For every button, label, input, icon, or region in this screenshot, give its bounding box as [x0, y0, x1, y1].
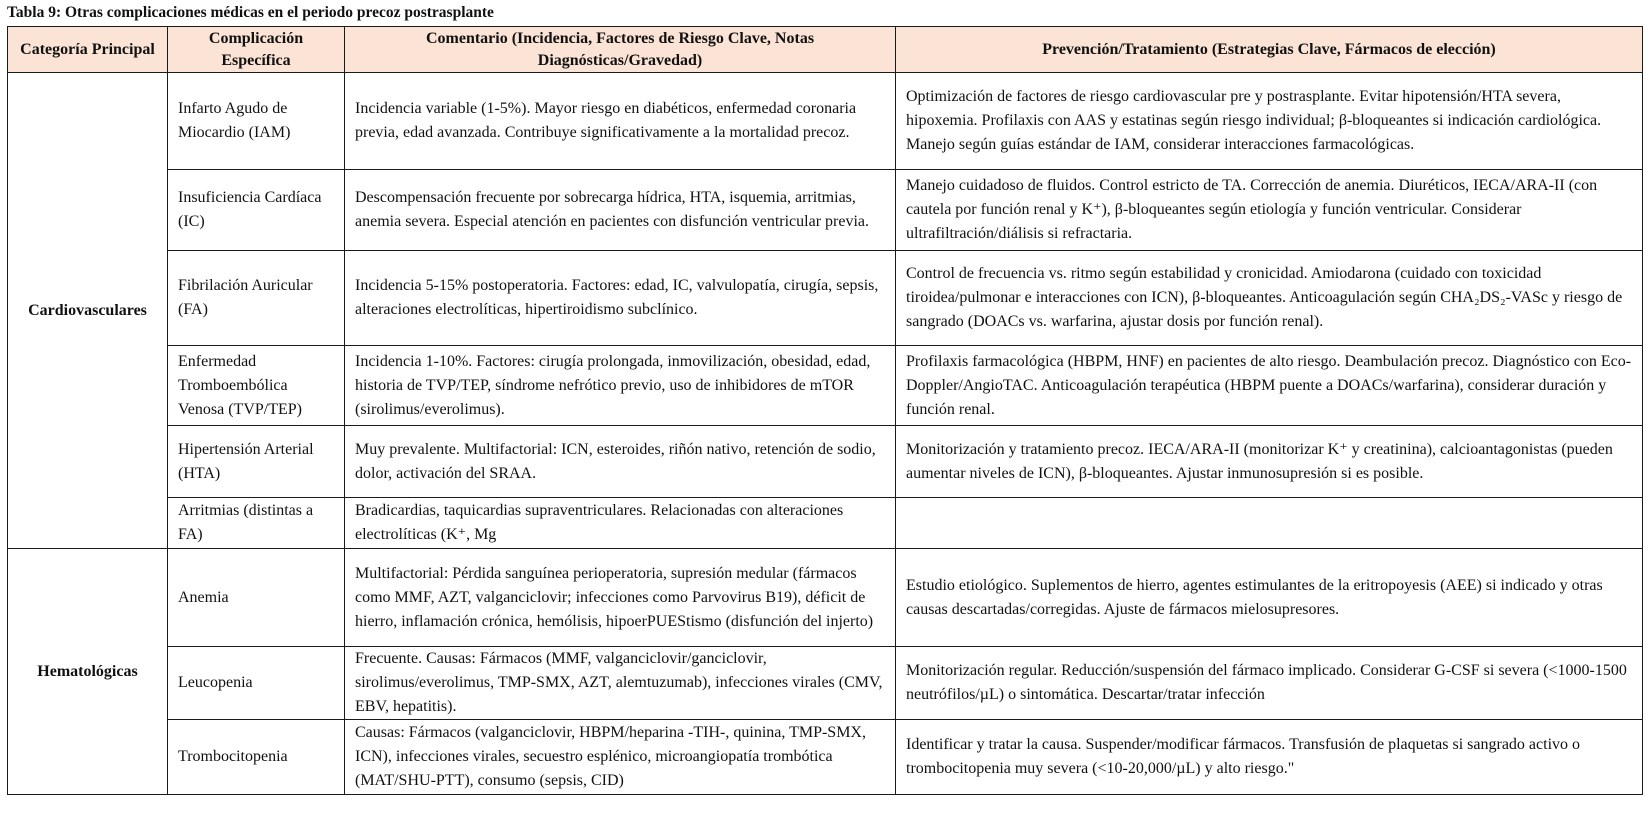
prevention-cell: Optimización de factores de riesgo cardiovascular pre y postrasplante. Evitar hipotensión/HTA severa, hipoxemia. Profilaxis con AAS y estatinas según riesgo individual; β-bloqueantes si indicación cardiológica. Manejo según guías estándar de IAM, considerar interacciones farmacológicas. [896, 73, 1643, 170]
header-row [8, 27, 1643, 73]
table-row [8, 647, 1643, 720]
table-row [8, 170, 1643, 251]
category-cell: Cardiovasculares [8, 73, 168, 549]
category-cell: Hematológicas [8, 549, 168, 795]
table-row [8, 73, 1643, 170]
complication-cell: Leucopenia [168, 647, 345, 720]
prevention-cell: Identificar y tratar la causa. Suspender/modificar fármacos. Transfusión de plaquetas si sangrado activo o trombocitopenia muy severa (<10-20,000/µL) y alto riesgo." [896, 720, 1643, 795]
table-row [8, 346, 1643, 426]
table-row [8, 720, 1643, 795]
table-row [8, 549, 1643, 647]
complication-cell: Fibrilación Auricular (FA) [168, 251, 345, 346]
comment-cell: Descompensación frecuente por sobrecarga hídrica, HTA, isquemia, arritmias, anemia severa. Especial atención en pacientes con disfunción ventricular previa. [345, 170, 896, 251]
prevention-cell: Monitorización regular. Reducción/suspensión del fármaco implicado. Considerar G-CSF si severa (<1000-1500 neutrófilos/µL) o sintomática. Descartar/tratar infección [896, 647, 1643, 720]
comment-cell: Causas: Fármacos (valganciclovir, HBPM/heparina -TIH-, quinina, TMP-SMX, ICN), infecciones virales, secuestro esplénico, microangiopatía trombótica (MAT/SHU-PTT), consumo (sepsis, CID) [345, 720, 896, 795]
header-prevention: Prevención/Tratamiento (Estrategias Clave, Fármacos de elección) [896, 27, 1643, 73]
prevention-cell [896, 498, 1643, 549]
comment-cell: Incidencia 1-10%. Factores: cirugía prolongada, inmovilización, obesidad, edad, historia de TVP/TEP, síndrome nefrótico previo, uso de inhibidores de mTOR (sirolimus/everolimus). [345, 346, 896, 426]
prevention-cell: Profilaxis farmacológica (HBPM, HNF) en pacientes de alto riesgo. Deambulación precoz. Diagnóstico con Eco-Doppler/AngioTAC. Anticoagulación terapéutica (HBPM puente a DOACs/warfarina), considerar duración y función renal. [896, 346, 1643, 426]
prevention-cell: Estudio etiológico. Suplementos de hierro, agentes estimulantes de la eritropoyesis (AEE) si indicado y otras causas descartadas/corregidas. Ajuste de fármacos mielosupresores. [896, 549, 1643, 647]
prevention-cell: Control de frecuencia vs. ritmo según estabilidad y cronicidad. Amiodarona (cuidado con toxicidad tiroidea/pulmonar e interacciones con ICN), β-bloqueantes. Anticoagulación según CHA₂DS₂-VASc y riesgo de sangrado (DOACs vs. warfarina, ajustar dosis por función renal). [896, 251, 1643, 346]
header-complication: Complicación Específica [168, 27, 345, 73]
table-caption: Tabla 9: Otras complicaciones médicas en el periodo precoz postrasplante [7, 4, 494, 21]
comment-cell: Incidencia variable (1-5%). Mayor riesgo en diabéticos, enfermedad coronaria previa, edad avanzada. Contribuye significativamente a la mortalidad precoz. [345, 73, 896, 170]
comment-cell: Muy prevalente. Multifactorial: ICN, esteroides, riñón nativo, retención de sodio, dolor, activación del SRAA. [345, 426, 896, 498]
complication-cell: Hipertensión Arterial (HTA) [168, 426, 345, 498]
comment-cell: Frecuente. Causas: Fármacos (MMF, valganciclovir/ganciclovir, sirolimus/everolimus, TMP-SMX, AZT, alemtuzumab), infecciones virales (CMV, EBV, hepatitis). [345, 647, 896, 720]
comment-cell: Incidencia 5-15% postoperatoria. Factores: edad, IC, valvulopatía, cirugía, sepsis, alteraciones electrolíticas, hipertiroidismo subclínico. [345, 251, 896, 346]
complication-cell: Anemia [168, 549, 345, 647]
comment-cell: Bradicardias, taquicardias supraventriculares. Relacionadas con alteraciones electrolíticas (K⁺, Mg [345, 498, 896, 549]
table-row [8, 426, 1643, 498]
comment-cell: Multifactorial: Pérdida sanguínea perioperatoria, supresión medular (fármacos como MMF, AZT, valganciclovir; infecciones como Parvovirus B19), déficit de hierro, inflamación crónica, hemólisis, hipoerPUEStismo (disfunción del injerto) [345, 549, 896, 647]
complication-cell: Arritmias (distintas a FA) [168, 498, 345, 549]
table-row [8, 251, 1643, 346]
header-comment: Comentario (Incidencia, Factores de Riesgo Clave, Notas Diagnósticas/Gravedad) [345, 27, 896, 73]
complication-cell: Trombocitopenia [168, 720, 345, 795]
complication-cell: Insuficiencia Cardíaca (IC) [168, 170, 345, 251]
prevention-cell: Manejo cuidadoso de fluidos. Control estricto de TA. Corrección de anemia. Diuréticos, IECA/ARA-II (con cautela por función renal y K⁺), β-bloqueantes según etiología y función ventricular. Considerar ultrafiltración/diálisis si refractaria. [896, 170, 1643, 251]
complication-cell: Infarto Agudo de Miocardio (IAM) [168, 73, 345, 170]
complications-table [7, 26, 1643, 795]
table-row [8, 498, 1643, 549]
complication-cell: Enfermedad Tromboembólica Venosa (TVP/TEP) [168, 346, 345, 426]
prevention-cell: Monitorización y tratamiento precoz. IECA/ARA-II (monitorizar K⁺ y creatinina), calcioantagonistas (pueden aumentar niveles de ICN), β-bloqueantes. Ajustar inmunosupresión si es posible. [896, 426, 1643, 498]
header-category: Categoría Principal [8, 27, 168, 73]
